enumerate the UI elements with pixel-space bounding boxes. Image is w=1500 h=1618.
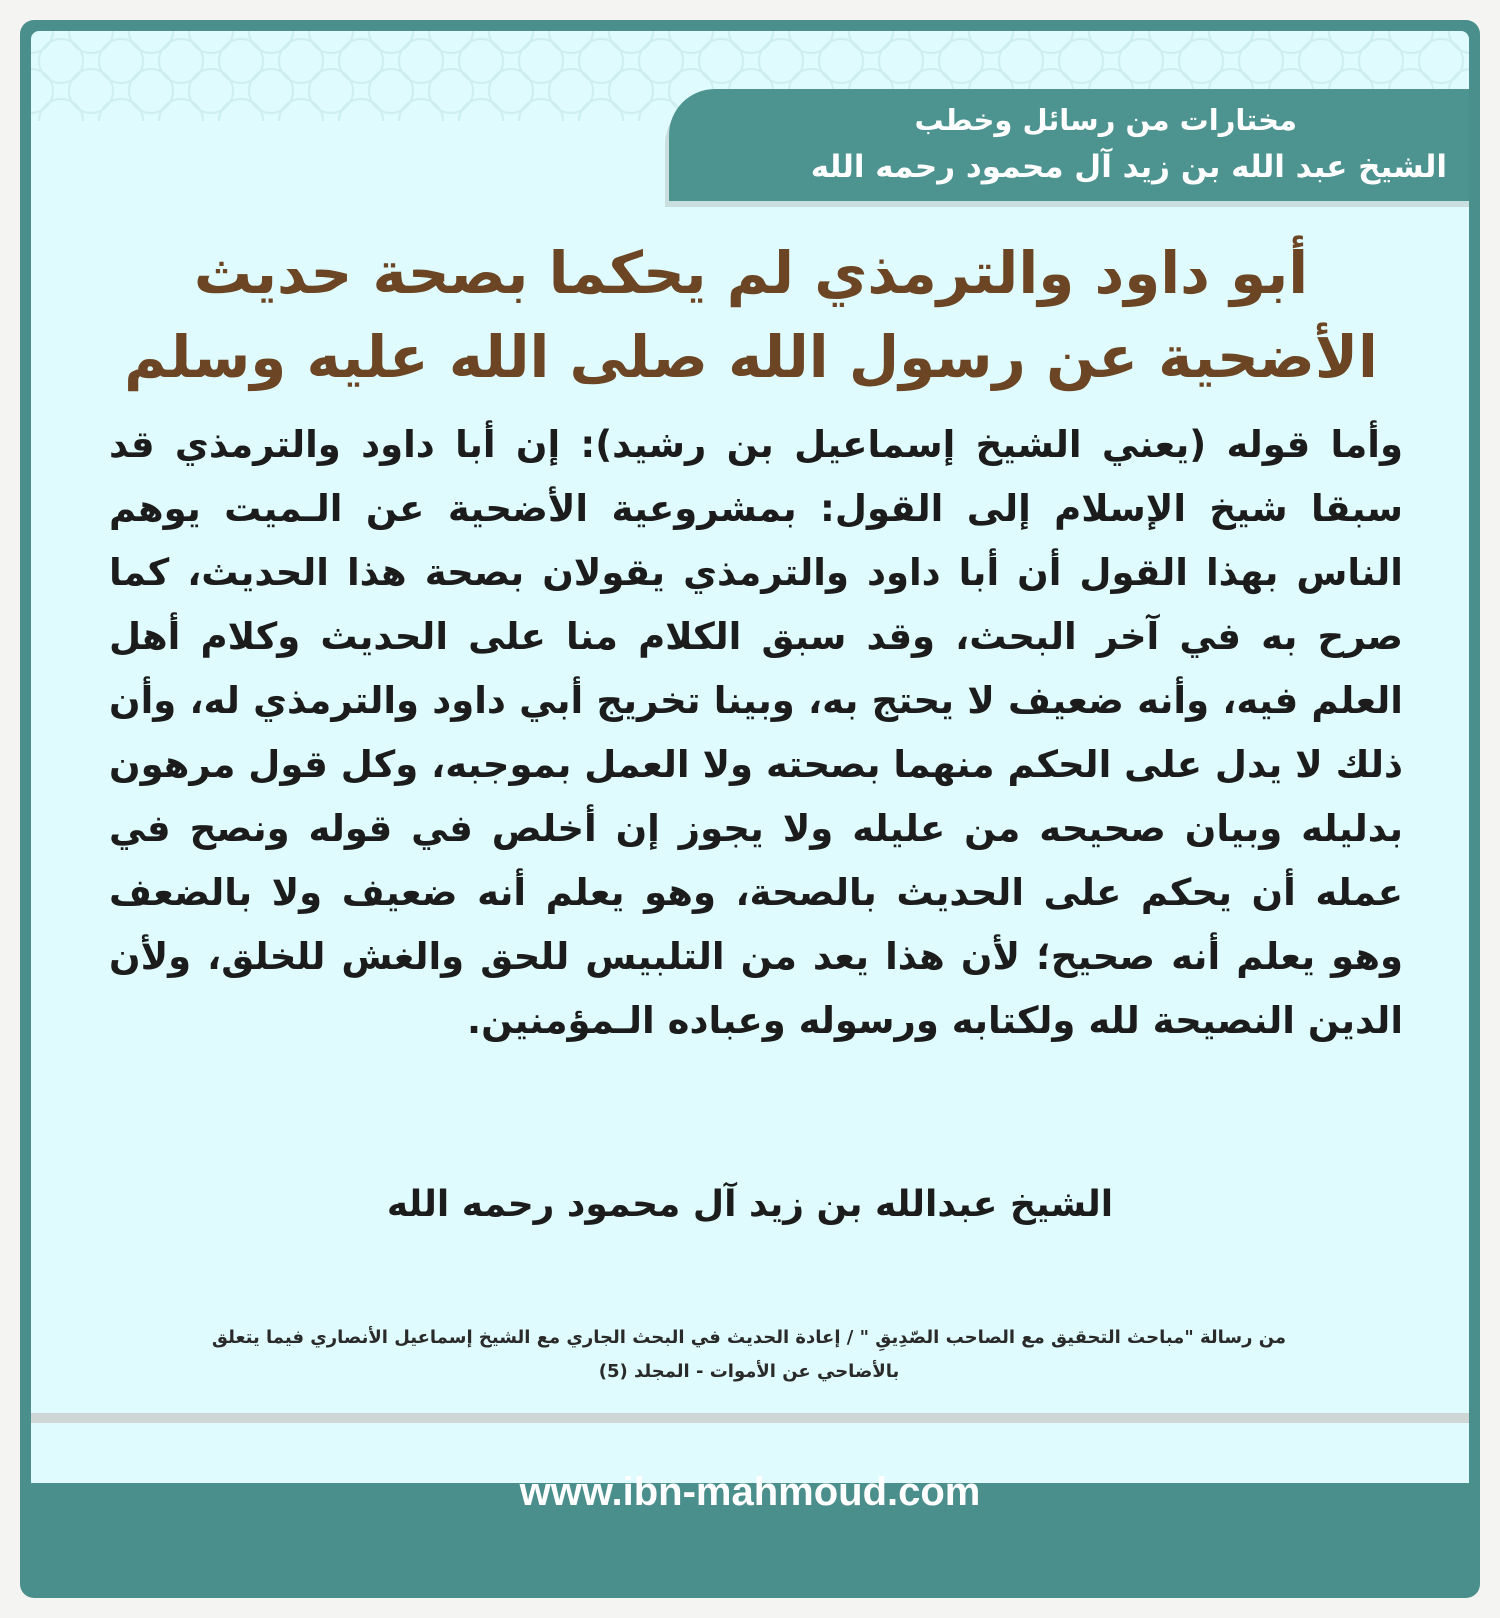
article-body: وأما قوله (يعني الشيخ إسماعيل بن رشيد): إن أبا داود والترمذي قد سبقا شيخ الإسلام إلى القول: بمشروعية الأضحية عن الـميت يوهم الناس بهذا القول أن أبا داود والترمذي يقولان بصحة هذا الحديث، كما صرح به في آخر البحث، وقد سبق الكلام منا على الحديث وكلام أهل العلم فيه، وأنه ضعيف لا يحتج به، وبينا تخريج أبي داود والترمذي له، وأن ذلك لا يدل على الحكم منهما بصحته ولا العمل بموجبه، وكل قول مرهون بدليله وبيان صحيحه من عليله ولا يجوز إن أخلص في قوله ونصح في عمله أن يحكم على الحديث بالصحة، وهو يعلم أنه ضعيف ولا بالضعف وهو يعلم أنه صحيح؛ لأن هذا يعد من التلبيس للحق والغش للخلق، ولأن الدين النصيحة لله ولكتابه ورسوله وعباده الـمؤمنين.: [109, 423, 1403, 1042]
divider: [31, 1413, 1469, 1423]
article-title: أبو داود والترمذي لم يحكما بصحة حديث الأضحية عن رسول الله صلى الله عليه وسلم: [124, 239, 1378, 391]
content-panel: [31, 31, 1469, 1483]
source-line-1: من رسالة "مباحث التحقيق مع الصاحب الصّدِيقِ " / إعادة الحديث في البحث الجاري مع الشيخ إسماعيل الأنصاري فيما يتعلق: [211, 1327, 1287, 1348]
series-author: الشيخ عبد الله بن زيد آل محمود رحمه الله: [810, 149, 1447, 185]
website-link[interactable]: www.ibn-mahmoud.com: [519, 1470, 981, 1514]
source-line-2: بالأضاحي عن الأموات - المجلد (5): [598, 1361, 900, 1382]
header-band: [669, 89, 1469, 201]
source-citation: [131, 1321, 1367, 1389]
author-signature: الشيخ عبدالله بن زيد آل محمود رحمه الله: [386, 1184, 1114, 1225]
series-title: مختارات من رسائل وخطب: [914, 103, 1297, 137]
card-frame: [20, 20, 1480, 1598]
